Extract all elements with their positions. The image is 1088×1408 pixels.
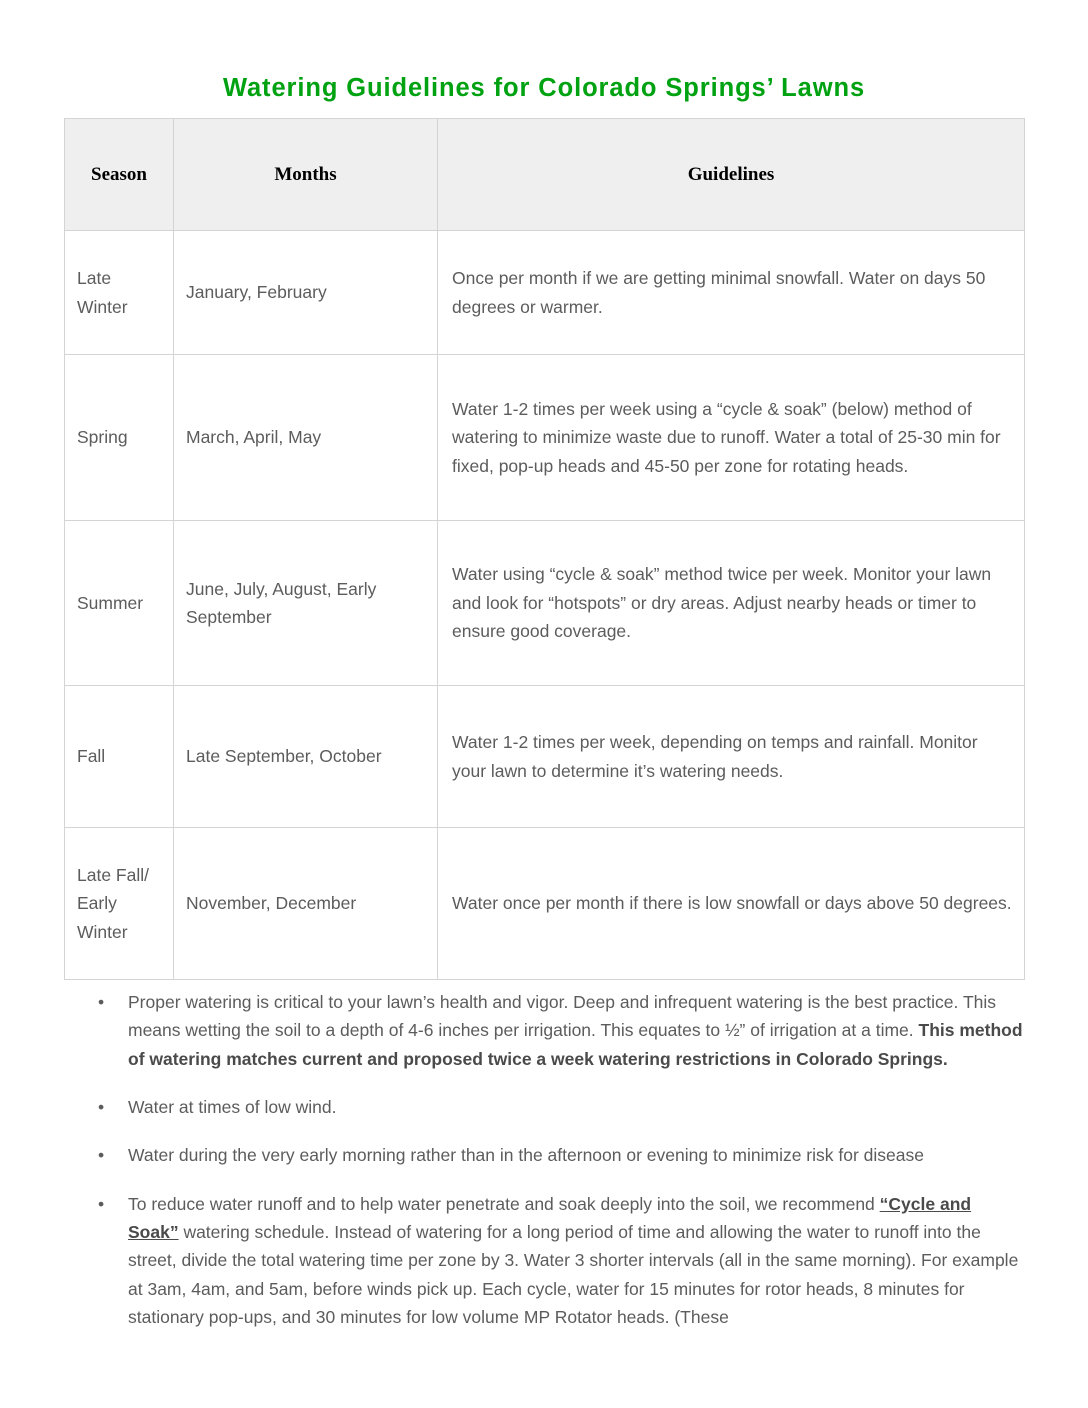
cell-guidelines: Water using “cycle & soak” method twice per week. Monitor your lawn and look for “hotspots” or dry areas. Adjust nearby heads or timer to ensure good coverage.	[438, 521, 1025, 686]
cell-season: Late Winter	[65, 231, 174, 355]
table-header-row	[65, 119, 1025, 231]
list-item	[64, 1093, 1024, 1121]
cell-guidelines: Water 1-2 times per week, depending on temps and rainfall. Monitor your lawn to determine it’s watering needs.	[438, 686, 1025, 828]
table-row	[65, 231, 1025, 355]
note-text-plain: Water at times of low wind.	[128, 1097, 337, 1118]
note-text-tail: watering schedule. Instead of watering for a long period of time and allowing the water to runoff into the street, divide the total watering time per zone by 3. Water 3 shorter intervals (all in the same morning). For example at 3am, 4am, and 5am, before winds pick up. Each cycle, water for 15 minutes for rotor heads, 8 minutes for stationary pop-ups, and 30 minutes for low volume MP Rotator heads. (These	[128, 1222, 1019, 1328]
list-item	[64, 988, 1024, 1073]
list-item	[64, 1141, 1024, 1169]
table-header	[65, 119, 1025, 231]
table-row	[65, 828, 1025, 980]
list-item	[64, 1190, 1024, 1332]
column-header-months: Months	[174, 119, 438, 231]
note-text-plain: Water during the very early morning rather than in the afternoon or evening to minimize risk for disease	[128, 1145, 924, 1166]
table-row	[65, 521, 1025, 686]
cell-months: January, February	[174, 231, 438, 355]
table-body	[65, 231, 1025, 980]
table-row	[65, 686, 1025, 828]
cell-months: March, April, May	[174, 355, 438, 521]
bullet-icon: •	[98, 1193, 105, 1214]
bullet-icon: •	[98, 992, 105, 1012]
column-header-guidelines: Guidelines	[438, 119, 1025, 231]
page-title: Watering Guidelines for Colorado Springs’ Lawns	[222, 74, 866, 102]
cell-season: Summer	[65, 521, 174, 686]
cell-guidelines: Once per month if we are getting minimal snowfall. Water on days 50 degrees or warmer.	[438, 231, 1025, 355]
cell-guidelines: Water 1-2 times per week using a “cycle & soak” (below) method of watering to minimize waste due to runoff. Water a total of 25-30 min for fixed, pop-up heads and 45-50 per zone for rotating heads.	[438, 355, 1025, 521]
cell-season: Spring	[65, 355, 174, 521]
column-header-season: Season	[65, 119, 174, 231]
cell-season: Fall	[65, 686, 174, 828]
notes-list	[64, 988, 1024, 1351]
note-text-bold: This method of watering matches current and proposed twice a week watering restrictions in Colorado Springs.	[128, 1020, 1023, 1069]
bullet-icon: •	[98, 1097, 105, 1118]
table-row	[65, 355, 1025, 521]
cell-months: November, December	[174, 828, 438, 980]
cell-season: Late Fall/ Early Winter	[65, 828, 174, 980]
cycle-and-soak-emphasis: “Cycle and Soak”	[128, 1193, 972, 1243]
bullet-icon: •	[98, 1145, 105, 1166]
note-text-plain: To reduce water runoff and to help water penetrate and soak deeply into the soil, we recommend	[128, 1193, 880, 1214]
note-text-plain: Proper watering is critical to your lawn’s health and vigor. Deep and infrequent watering is the best practice. This means wetting the soil to a depth of 4-6 inches per irrigation. This equates to ½” of irrigation at a time.	[128, 992, 997, 1041]
cell-months: June, July, August, Early September	[174, 521, 438, 686]
cell-months: Late September, October	[174, 686, 438, 828]
cell-guidelines: Water once per month if there is low snowfall or days above 50 degrees.	[438, 828, 1025, 980]
watering-guidelines-table	[64, 118, 1025, 980]
